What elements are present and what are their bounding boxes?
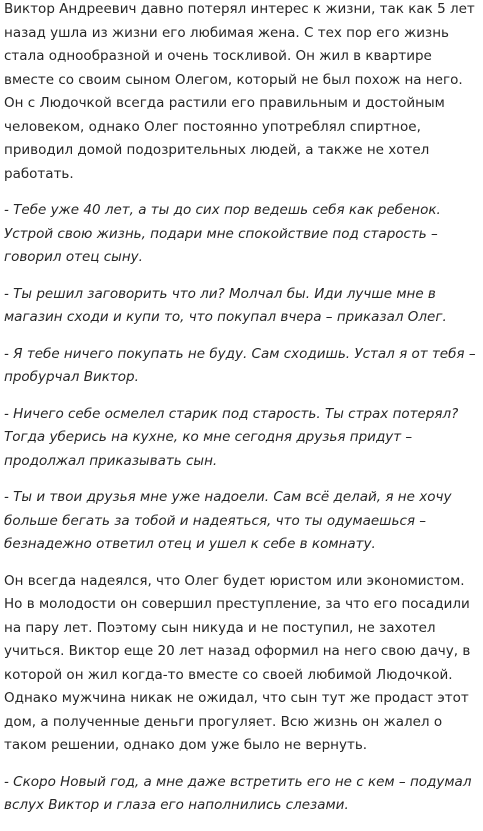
dialogue-paragraph-oleg: - Ты решил заговорить что ли? Молчал бы. Иди лучше мне в магазин сходи и купи то, что покупал вчера – приказал Олег.	[4, 285, 447, 325]
dialogue-paragraph-son: - Ничего себе осмелел старик под старость. Ты страх потерял? Тогда уберись на кухне, ко мне сегодня друзья придут – продолжал приказывать сын.	[4, 405, 459, 469]
dialogue-paragraph-father-reply: - Ты и твои друзья мне уже надоели. Сам всё делай, я не хочу больше бегать за тобой и надеяться, что ты одумаешься – безнадежно ответил отец и ушел к себе в комнату.	[4, 489, 452, 552]
dialogue-paragraph-viktor: - Я тебе ничего покупать не буду. Сам сходишь. Устал я от тебя – пробурчал Виктор.	[4, 345, 476, 385]
dialogue-paragraph-viktor-thought: - Скоро Новый год, а мне даже встретить его не с кем – подумал вслух Виктор и глаза его наполнились слезами.	[4, 773, 472, 813]
article-body	[4, 0, 480, 831]
dialogue-paragraph-father: - Тебе уже 40 лет, а ты до сих пор ведешь себя как ребенок. Устрой свою жизнь, подари мне спокойствие под старость – говорил отец сыну.	[4, 202, 441, 265]
narrative-paragraph-1: Виктор Андреевич давно потерял интерес к жизни, так как 5 лет назад ушла из жизни его любимая жена. С тех пор его жизнь стала однообразной и очень тоскливой. Он жил в квартире вместе со своим сыном Олегом, который не был похож на него. Он с Людочкой всегда растили его правильным и достойным человеком, однако Олег постоянно употреблял спиртное, приводил домой подозрительных людей, а также не хотел работать.	[4, 1, 475, 182]
narrative-paragraph-2: Он всегда надеялся, что Олег будет юристом или экономистом. Но в молодости он совершил преступление, за что его посадили на пару лет. Поэтому сын никуда и не поступил, не захотел учиться. Виктор еще 20 лет назад оформил на него свою дачу, в которой он жил когда-то вместе со своей любимой Людочкой. Однако мужчина никак не ожидал, что сын тут же продаст этот дом, а полученные деньги прогуляет. Всю жизнь он жалел о таком решении, однако дом уже было не вернуть.	[4, 572, 471, 753]
